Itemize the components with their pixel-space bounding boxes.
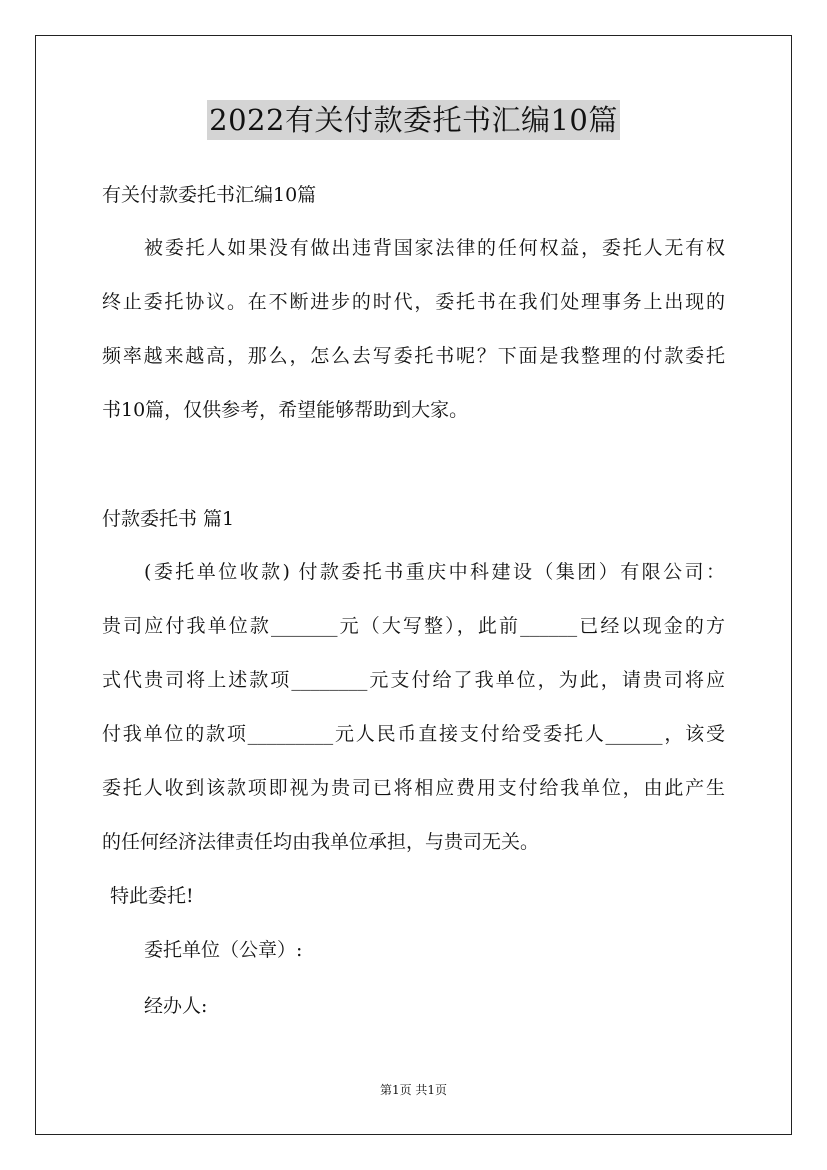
section-heading: 付款委托书 篇1	[102, 508, 235, 530]
section-line-5: 委托人收到该款项即视为贵司已将相应费用支付给我单位，由此产生	[102, 777, 725, 799]
intro-line-2: 终止委托协议。在不断进步的时代，委托书在我们处理事务上出现的	[102, 291, 725, 313]
closing-text: 特此委托!	[110, 885, 194, 907]
section-line-4: 付我单位的款项_________元人民币直接支付给受委托人______，该受	[102, 723, 725, 745]
intro-line-1: 被委托人如果没有做出违背国家法律的任何权益，委托人无有权	[144, 237, 725, 259]
document-title-wrap	[0, 100, 827, 140]
section-line-2: 贵司应付我单位款_______元（大写整），此前______已经以现金的方	[102, 615, 725, 637]
document-subtitle: 有关付款委托书汇编10篇	[102, 184, 317, 206]
intro-line-4: 书10篇，仅供参考，希望能够帮助到大家。	[102, 399, 469, 421]
entrusting-unit-label: 委托单位（公章）:	[144, 939, 303, 961]
section-line-1: (委托单位收款) 付款委托书重庆中科建设（集团）有限公司：	[144, 561, 725, 583]
document-title: 2022有关付款委托书汇编10篇	[207, 100, 620, 140]
handler-label: 经办人:	[144, 995, 208, 1017]
intro-line-3: 频率越来越高，那么，怎么去写委托书呢？下面是我整理的付款委托	[102, 345, 725, 367]
section-line-6: 的任何经济法律责任均由我单位承担，与贵司无关。	[102, 831, 540, 853]
page-footer: 第1页 共1页	[379, 1083, 448, 1097]
section-line-3: 式代贵司将上述款项________元支付给了我单位，为此，请贵司将应	[102, 669, 725, 691]
